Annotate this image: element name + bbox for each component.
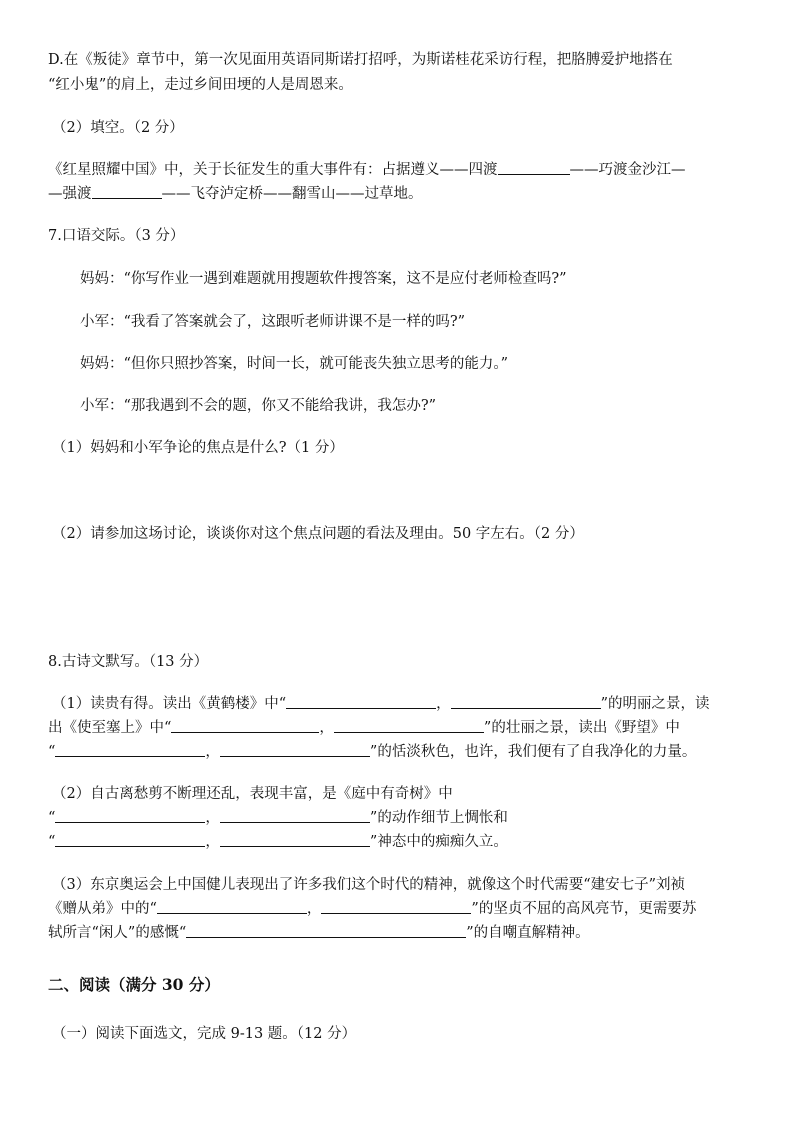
q8-p3-line2 [48, 899, 696, 919]
q6-fill-text-b: ——巧渡金沙江— [569, 162, 686, 178]
q8-text: ”的坚贞不屈的高风亮节，更需要苏 [471, 901, 697, 917]
q6-fill-line1 [48, 160, 686, 180]
comma: ， [306, 901, 322, 917]
q6-fill-text-d: ——飞夺泸定桥——翻雪山——过草地。 [161, 186, 423, 202]
answer-blank[interactable] [171, 718, 319, 733]
answer-blank[interactable] [92, 184, 162, 199]
q8-title: 8.古诗文默写。（13 分） [48, 654, 209, 670]
answer-blank[interactable] [498, 160, 570, 175]
dialogue-line: 妈妈：“但你只照抄答案，时间一长，就可能丧失独立思考的能力。” [80, 356, 509, 372]
answer-blank[interactable] [286, 694, 436, 709]
answer-blank[interactable] [220, 832, 370, 847]
section2-title: 二、阅读（满分 30 分） [48, 975, 220, 994]
comma: ， [205, 810, 220, 826]
q6-fill-text-c: —强渡 [48, 186, 92, 202]
q6-option-d-line1: D.在《叛徒》章节中，第一次见面用英语同斯诺打招呼，为斯诺桂花采访行程，把胳膊爱护地搭在 [48, 52, 673, 68]
answer-blank[interactable] [186, 923, 466, 938]
dialogue-line: 小军：“我看了答案就会了，这跟听老师讲课不是一样的吗?” [80, 314, 466, 330]
q7-sub1: （1）妈妈和小军争论的焦点是什么?（1 分） [52, 440, 344, 456]
answer-blank[interactable] [55, 808, 205, 823]
q6-fill-text-a: 《红星照耀中国》中，关于长征发生的重大事件有：占据遵义——四渡 [48, 162, 498, 178]
comma: ， [205, 834, 220, 850]
q8-text: ”的恬淡秋色，也许，我们便有了自我净化的力量。 [369, 744, 697, 760]
q8-p3-line3 [48, 923, 590, 943]
dialogue-line: 小军：“那我遇到不会的题，你又不能给我讲，我怎办?” [80, 398, 437, 414]
section2-sub1: （一）阅读下面选文，完成 9-13 题。（12 分） [52, 1026, 357, 1042]
quote: “ [48, 744, 56, 760]
q8-text: ”的壮丽之景，读出《野望》中 [483, 720, 680, 736]
q8-text: 出《使至塞上》中“ [48, 720, 172, 736]
q8-p2-line1: （2）自古离愁剪不断理还乱，表现丰富，是《庭中有奇树》中 [52, 786, 453, 802]
answer-blank[interactable] [451, 694, 601, 709]
q7-title: 7.口语交际。（3 分） [48, 228, 185, 244]
q8-text: （1）读贵有得。读出《黄鹤楼》中“ [52, 696, 287, 712]
q8-text: 《赠从弟》中的“ [48, 901, 157, 917]
q8-p2-line3 [48, 832, 508, 852]
q8-p2-line2 [48, 808, 508, 828]
dialogue-line: 妈妈：“你写作业一遇到难题就用搜题软件搜答案，这不是应付老师检查吗?” [80, 271, 567, 287]
q7-sub2: （2）请参加这场讨论，谈谈你对这个焦点问题的看法及理由。50 字左右。（2 分） [52, 526, 584, 542]
quote: “ [48, 834, 56, 850]
comma: ， [436, 696, 451, 712]
q6-option-d-line2: “红小鬼”的肩上，走过乡间田埂的人是周恩来。 [48, 77, 353, 93]
answer-blank[interactable] [157, 899, 307, 914]
q8-text: ”的动作细节上惆怅和 [369, 810, 508, 826]
q8-p3-line1: （3）东京奥运会上中国健儿表现出了许多我们这个时代的精神，就像这个时代需要“建安七子”刘祯 [52, 877, 686, 893]
answer-blank[interactable] [55, 832, 205, 847]
answer-blank[interactable] [334, 718, 484, 733]
q8-text: ”的自嘲直解精神。 [466, 925, 590, 941]
answer-blank[interactable] [220, 742, 370, 757]
q8-p1-line2 [48, 718, 680, 738]
comma: ， [205, 744, 220, 760]
q8-text: ”的明丽之景，读 [600, 696, 710, 712]
answer-blank[interactable] [55, 742, 205, 757]
answer-blank[interactable] [220, 808, 370, 823]
q8-text: 轼所言“闲人”的感慨“ [48, 925, 187, 941]
q8-p1-line1 [52, 694, 710, 714]
q6-fill-title: （2）填空。（2 分） [52, 120, 184, 136]
quote: “ [48, 810, 56, 826]
q6-fill-line2 [48, 184, 423, 204]
answer-blank[interactable] [321, 899, 471, 914]
q8-text: ”神态中的痴痴久立。 [369, 834, 508, 850]
comma: ， [319, 720, 334, 736]
q8-p1-line3 [48, 742, 696, 762]
